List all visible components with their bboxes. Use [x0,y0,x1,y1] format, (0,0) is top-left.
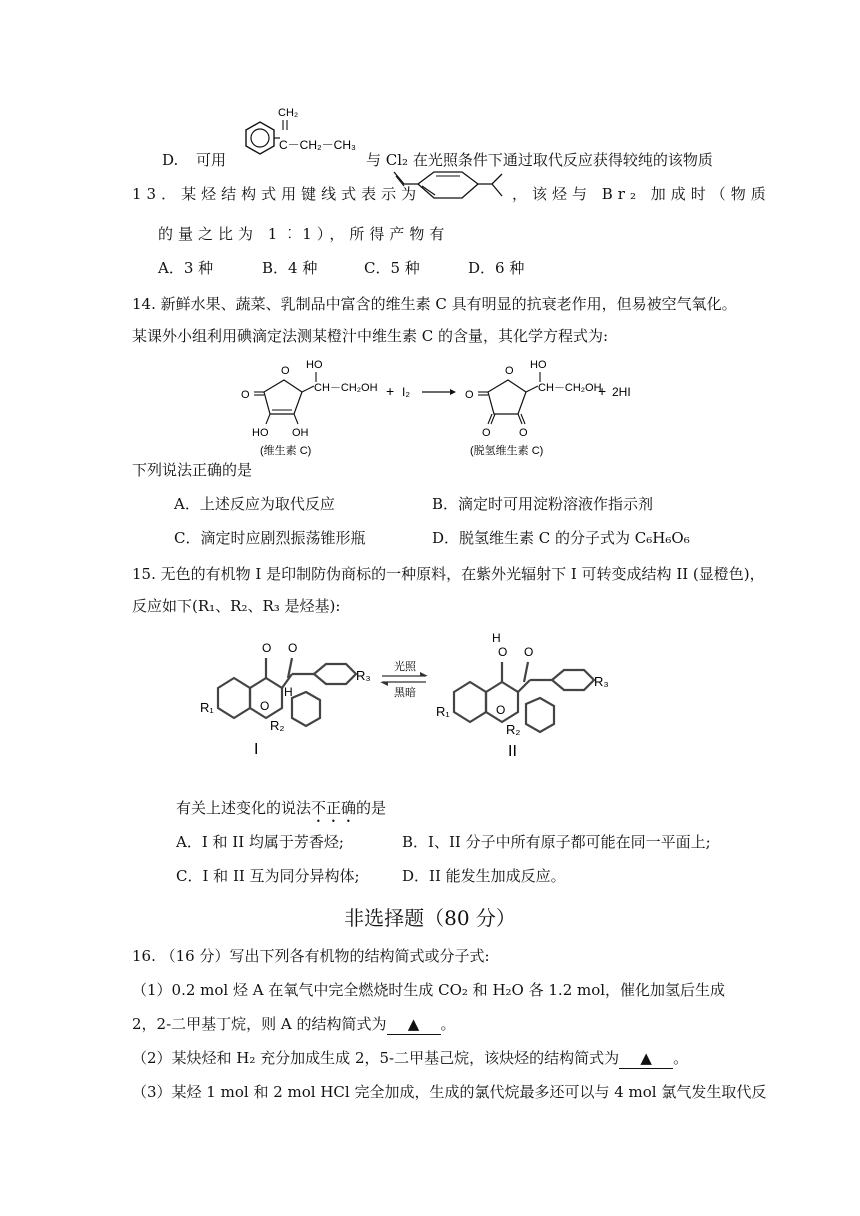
I-carbonyl-o-1: O [262,641,272,655]
q13-option-d: D．6 种 [468,259,525,277]
q14-option-c: C．滴定时应剧烈振荡锥形瓶 [174,529,366,547]
q13-structure [386,166,526,216]
q12-d-chain-label: C－CH₂－CH₃ [279,138,356,152]
q15-option-d: D．II 能发生加成反应。 [402,867,566,885]
q13-line2: 的量之比为 1︰1），所得产物有 [158,225,450,243]
q14-option-a: A．上述反应为取代反应 [174,495,335,513]
eq-chain-left: CH－CH₂OH [314,382,378,394]
q15-option-c: C．I 和 II 互为同分异构体; [176,867,360,885]
q15-prompt-pre: 有关上述变化的说法 [176,799,312,817]
eq-ho-top-left: HO [306,359,323,371]
arrow-top-label: 光照 [394,661,416,673]
q15-prompt [176,798,386,826]
eq-ring-o-left: O [281,365,290,377]
I-r3: R₃ [356,668,371,683]
q14-line1: 14. 新鲜水果、蔬菜、乳制品中富含的维生素 C 具有明显的抗衰老作用，但易被空气氧化。 [132,295,737,313]
eq-ketone-o-right-2: O [482,427,491,439]
q12-d-ch2-label: CH₂ [278,107,299,119]
q16-p2 [132,1048,688,1069]
II-ring-o: O [496,703,506,717]
II-r3: R₃ [594,674,609,689]
q16-p2-answer-blank[interactable]: ▲ [619,1048,673,1069]
q14-prompt: 下列说法正确的是 [132,461,253,479]
eq-label-left: (维生素 C) [260,445,312,457]
label-I: I [254,741,259,758]
eq-ketone-o-right-3: O [519,427,528,439]
q16-p2-pre: （2）某炔烃和 H₂ 充分加成生成 2，5-二甲基己烷，该炔烃的结构简式为 [132,1049,620,1067]
q16-p1-answer-blank[interactable]: ▲ [387,1014,441,1035]
q14-equation [236,356,636,458]
I-carbonyl-o-2: O [288,641,298,655]
q15-prompt-emph: 不正确 [311,799,357,817]
q15-line1: 15. 无色的有机物 I 是印制防伪商标的一种原料，在紫外光辐射下 I 可转变成结构 II (显橙色)， [132,565,765,583]
q13-option-a: A．3 种 [158,259,214,277]
q16-p3: （3）某烃 1 mol 和 2 mol HCl 完全加成，生成的氯代烷最多还可以与 4 mol 氯气发生取代反 [132,1083,767,1101]
eq-i2: I₂ [402,385,410,399]
eq-plus-1: + [386,383,395,399]
II-h: H [492,631,501,645]
q13-line1-end: ，该烃与 Br₂ 加成时（物质 [512,185,771,203]
q13-line1-start: 13．某烃结构式用键线式表示为 [132,185,422,203]
q16-p1-line2-pre: 2，2-二甲基丁烷，则 A 的结构简式为 [132,1015,387,1033]
eq-oh-left: OH [292,427,309,439]
II-r2: R₂ [506,722,521,737]
q16-p1-line2-post: 。 [440,1015,456,1033]
eq-ho-top-right: HO [530,359,547,371]
I-r1: R₁ [200,700,214,715]
q14-line2: 某课外小组利用碘滴定法测某橙汁中维生素 C 的含量，其化学方程式为: [132,327,609,345]
q16-intro: 16. （16 分）写出下列各有机物的结构简式或分子式: [132,947,490,965]
I-r2: R₂ [270,718,285,733]
q12-d-structure [226,104,366,168]
II-carbonyl-o-1: O [498,645,508,659]
eq-ketone-o-right-1: O [465,389,474,401]
q15-option-a: A．I 和 II 均属于芳香烃; [176,833,344,851]
eq-plus-2: + [598,383,607,399]
q12-d-prefix: 可用 [196,151,227,169]
q15-reaction [196,630,616,764]
eq-chain-right: CH－CH₂OH [538,382,602,394]
q15-option-b: B．I、II 分子中所有原子都可能在同一平面上; [402,833,711,851]
q15-prompt-post: 的是 [356,799,387,817]
section-title: 非选择题（80 分） [344,906,516,930]
q12-d-suffix: 与 Cl₂ 在光照条件下通过取代反应获得较纯的该物质 [366,151,713,169]
q13-option-b: B．4 种 [262,259,318,277]
q16-p2-post: 。 [673,1049,689,1067]
q14-option-b: B．滴定时可用淀粉溶液作指示剂 [432,495,654,513]
label-II: II [508,743,517,760]
q12-d-label: D. [162,151,179,169]
II-r1: R₁ [436,704,450,719]
structure-II [454,662,594,732]
q16-p1-line1: （1）0.2 mol 烃 A 在氧气中完全燃烧时生成 CO₂ 和 H₂O 各 1.2 mol，催化加氢后生成 [132,981,726,999]
eq-hi: 2HI [612,385,631,399]
q16-p1-line2 [132,1014,456,1035]
I-h: H [284,685,293,699]
I-ring-o: O [260,699,270,713]
eq-ho-left: HO [252,427,269,439]
arrow-bottom-label: 黑暗 [394,687,416,699]
eq-ketone-o-left: O [241,389,250,401]
eq-ring-o-right: O [505,365,514,377]
II-carbonyl-o-2: O [524,645,534,659]
q15-line2: 反应如下(R₁、R₂、R₃ 是烃基): [132,597,341,615]
q13-option-c: C．5 种 [364,259,420,277]
eq-label-right: (脱氢维生素 C) [470,445,544,457]
q14-option-d: D．脱氢维生素 C 的分子式为 C₆H₆O₆ [432,529,690,547]
